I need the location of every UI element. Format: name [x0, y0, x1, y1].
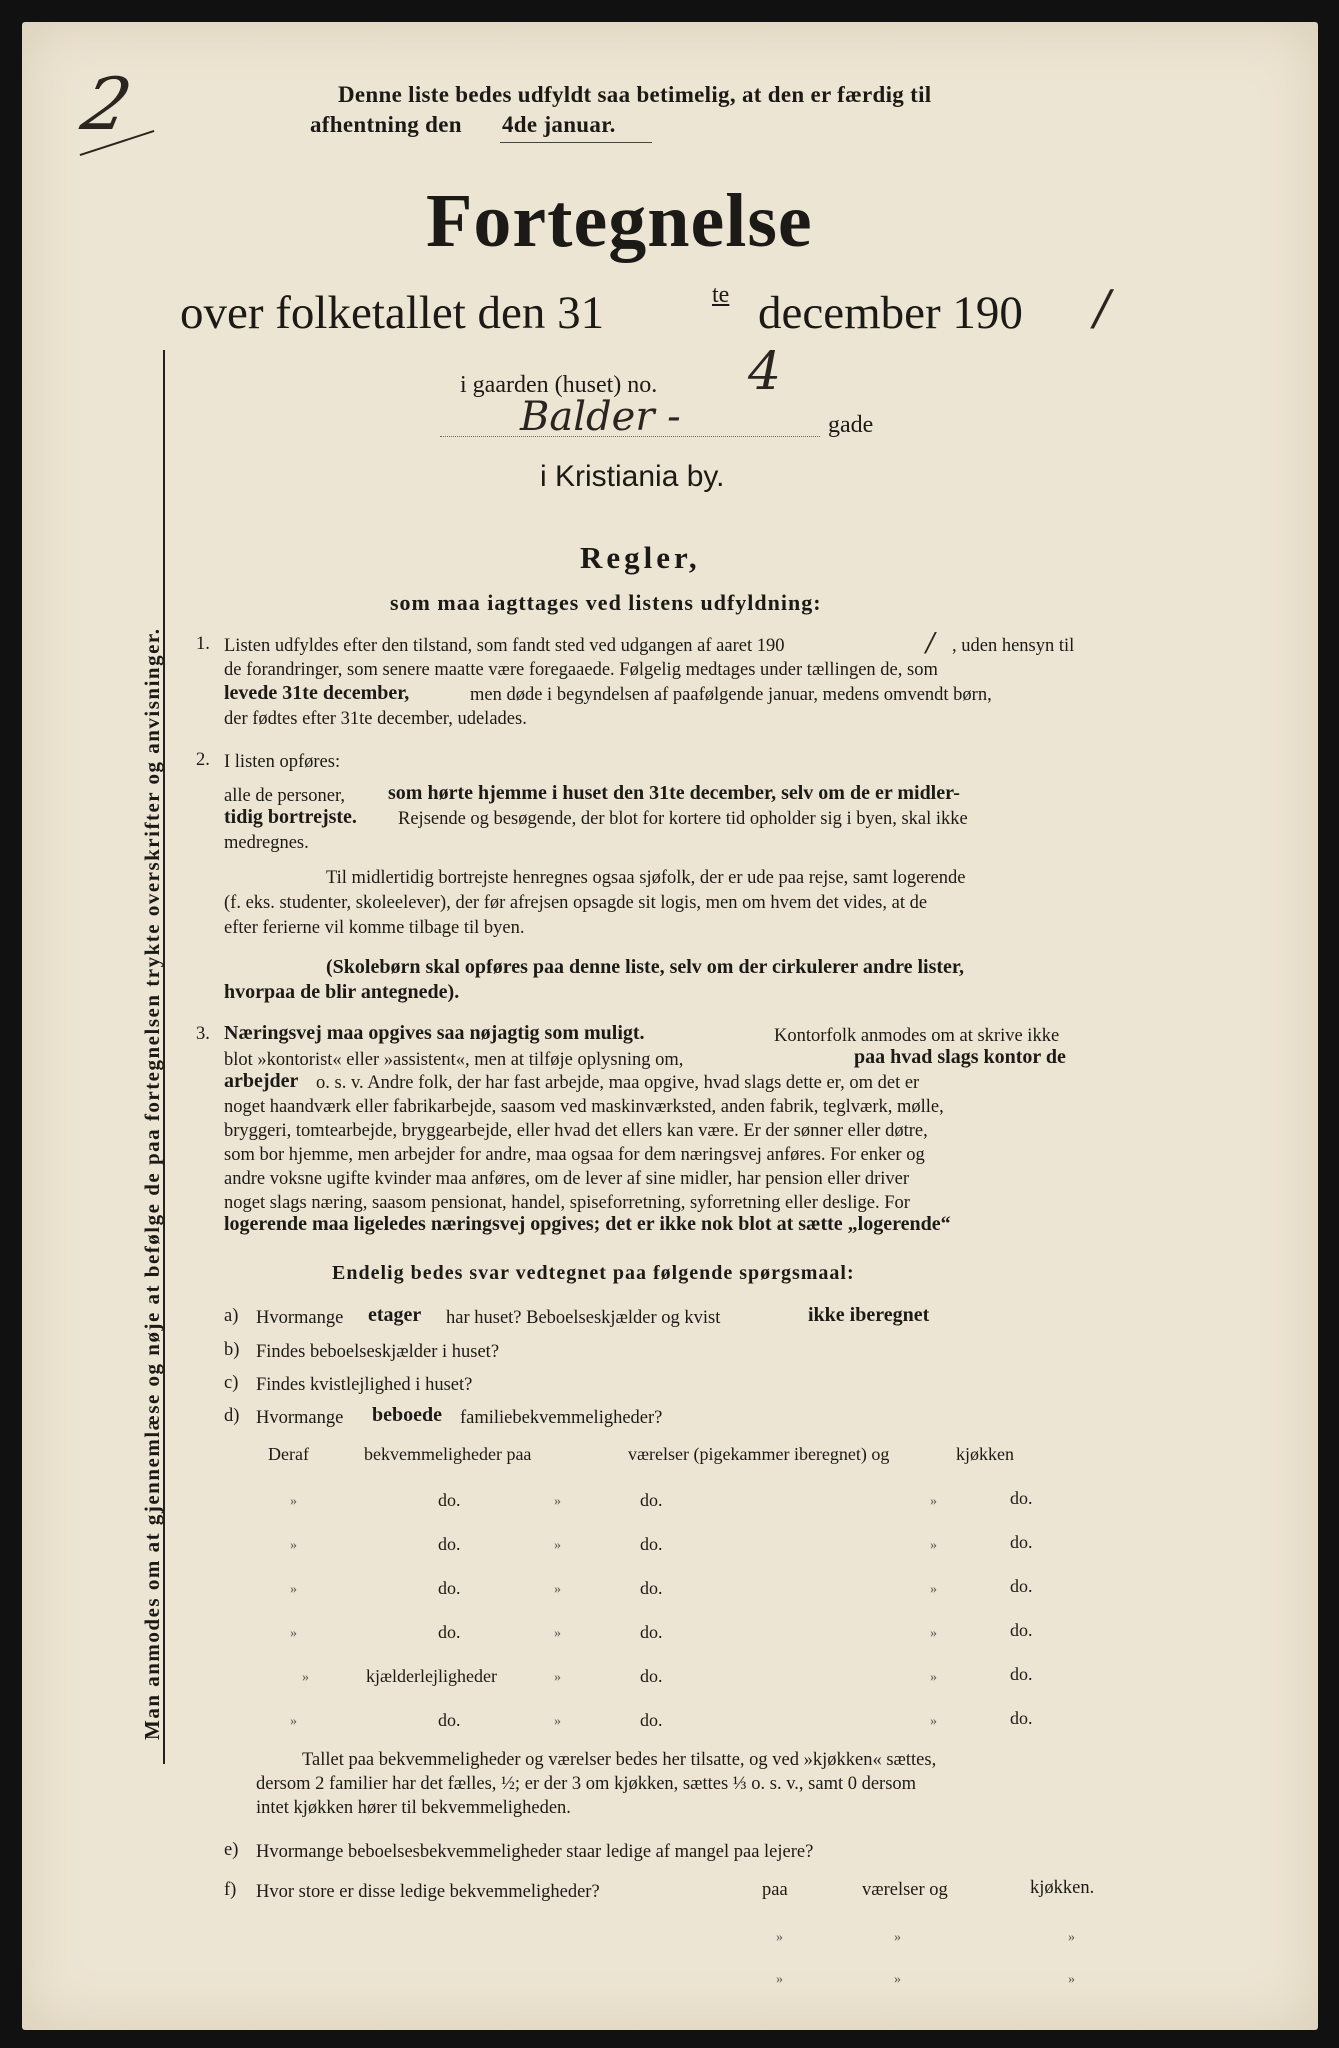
rule2-line1-plain: alle de personer,	[224, 786, 345, 806]
rule3-line1-rest: Kontorfolk anmodes om at skrive ikke	[774, 1026, 1060, 1046]
question-f-label: f)	[224, 1880, 237, 1900]
rule2-para2-line2: (f. eks. studenter, skoleelever), der før afrejsen opsagde sit logis, men om hvem det vides, at de	[224, 893, 928, 913]
rule2-para3-line1: (Skolebørn skal opføres paa denne liste, selv om der cirkulerer andre lister,	[326, 956, 964, 978]
handwritten-street-name: Balder -	[520, 394, 681, 440]
ditto-mark: »	[776, 1972, 783, 1987]
ditto-mark: »	[554, 1626, 561, 1641]
ditto-mark: »	[930, 1714, 937, 1729]
table-header-kjok: kjøkken	[956, 1444, 1014, 1464]
rule3-line3-rest: o. s. v. Andre folk, der har fast arbejde, maa opgive, hvad slags dette er, om det er	[316, 1073, 920, 1093]
ditto-mark: »	[930, 1538, 937, 1553]
subtitle-prefix: over folketallet den 31	[180, 287, 605, 339]
side-instruction: Man anmodes om at gjennemlæse og nøje at befølge de paa fortegnelsen trykte overskrifter og anvisninger.	[140, 627, 164, 1740]
rule2-intro: I listen opføres:	[224, 752, 341, 772]
question-a-label: a)	[224, 1306, 239, 1326]
city-label: i Kristiania by.	[540, 460, 725, 493]
header-note-line2-prefix: afhentning den	[310, 112, 462, 137]
ditto-mark: »	[894, 1972, 901, 1987]
ditto-mark: »	[1068, 1930, 1075, 1945]
ditto-mark: »	[290, 1494, 297, 1509]
kitchen-note-line3: intet kjøkken hører til bekvemmeligheden.	[256, 1798, 571, 1818]
rule2-line2-rest: Rejsende og besøgende, der blot for kortere tid opholder sig i byen, skal ikke	[398, 809, 968, 829]
ditto-do: do.	[438, 1534, 461, 1554]
rule1-number: 1.	[196, 634, 210, 654]
ditto-do: do.	[438, 1490, 461, 1510]
street-suffix: gade	[828, 412, 874, 438]
table-header-deraf: Deraf	[268, 1444, 309, 1464]
ditto-do: do.	[438, 1578, 461, 1598]
rule1-line4: der fødtes efter 31te december, udelades.	[224, 709, 527, 729]
question-a-bold1: etager	[368, 1304, 422, 1326]
rule3-line2-plain: blot »kontorist« eller »assistent«, men at tilføje oplysning om,	[224, 1050, 684, 1070]
house-label: i gaarden (huset) no.	[460, 372, 658, 398]
ditto-do: do.	[640, 1578, 663, 1598]
rule3-line7: andre voksne ugifte kvinder maa anføres, om de lever af sine midler, har pension eller driver	[224, 1169, 910, 1189]
rule1-line2: de forandringer, som senere maatte være foregaaede. Følgelig medtages under tællingen de, som	[224, 660, 938, 680]
ditto-mark: »	[554, 1670, 561, 1685]
ditto-mark: »	[930, 1670, 937, 1685]
ditto-mark: »	[930, 1626, 937, 1641]
rule3-line5: bryggeri, tomtearbejde, bryggearbejde, eller hvad det ellers kan være. Er der sønner eller døtre,	[224, 1121, 928, 1141]
rule1-line1b: , uden hensyn til	[952, 636, 1075, 656]
ditto-mark: »	[302, 1670, 309, 1685]
question-f-text: Hvor store er disse ledige bekvemmeligheder?	[256, 1882, 600, 1902]
ditto-do: do.	[1010, 1532, 1033, 1552]
question-d-plain2: familiebekvemmeligheder?	[460, 1408, 663, 1428]
handwritten-sheet-number: 2	[75, 62, 139, 146]
rule2-number: 2.	[196, 750, 210, 770]
question-e-label: e)	[224, 1840, 239, 1860]
question-f-kjokken: kjøkken.	[1030, 1878, 1095, 1898]
ditto-mark: »	[554, 1582, 561, 1597]
kjaelder-label: kjælderlejligheder	[366, 1666, 497, 1686]
ditto-do: do.	[1010, 1664, 1033, 1684]
street-fill-line	[440, 436, 820, 437]
ditto-mark: »	[554, 1494, 561, 1509]
question-a-plain1: Hvormange	[256, 1308, 344, 1328]
date-underline	[500, 142, 652, 143]
ditto-do: do.	[640, 1666, 663, 1686]
table-header-bekv: bekvemmeligheder paa	[364, 1444, 532, 1464]
question-c-label: c)	[224, 1373, 239, 1393]
header-note-line1: Denne liste bedes udfyldt saa betimelig, at den er færdig til	[338, 82, 932, 107]
question-a-plain2: har huset? Beboelseskjælder og kvist	[446, 1308, 721, 1328]
question-d-label: d)	[224, 1406, 240, 1426]
header-note-line2-date: 4de januar.	[502, 112, 616, 137]
rule2-para3-line2: hvorpaa de blir antegnede).	[224, 981, 460, 1003]
rule2-para2-line3: efter ferierne vil komme tilbage til byen.	[224, 918, 525, 938]
page-title: Fortegnelse	[426, 179, 813, 263]
ditto-do: do.	[1010, 1708, 1033, 1728]
question-b-label: b)	[224, 1340, 240, 1360]
ditto-mark: »	[554, 1714, 561, 1729]
handwritten-year-digit: /	[1094, 280, 1111, 336]
question-f-paa: paa	[762, 1880, 788, 1900]
ditto-mark: »	[930, 1582, 937, 1597]
question-f-vaerelser: værelser og	[862, 1880, 948, 1900]
question-b-text: Findes beboelseskjælder i huset?	[256, 1342, 500, 1362]
subtitle-superscript: te	[712, 282, 730, 308]
ditto-mark: »	[554, 1538, 561, 1553]
subtitle-suffix: december 190	[758, 287, 1023, 339]
ditto-mark: »	[290, 1538, 297, 1553]
ditto-do: do.	[640, 1534, 663, 1554]
ditto-do: do.	[640, 1622, 663, 1642]
ditto-do: do.	[1010, 1576, 1033, 1596]
question-d-bold: beboede	[372, 1404, 442, 1426]
rules-heading: Regler,	[580, 540, 701, 575]
rule1-line3-rest: men døde i begyndelsen af paafølgende januar, medens omvendt børn,	[470, 685, 992, 705]
ditto-do: do.	[438, 1710, 461, 1730]
ditto-mark: »	[290, 1626, 297, 1641]
rule2-line3: medregnes.	[224, 833, 309, 853]
ditto-mark: »	[776, 1930, 783, 1945]
rule2-para2-line1: Til midlertidig bortrejste henregnes ogsaa sjøfolk, der er ude paa rejse, samt logerende	[326, 868, 966, 888]
handwritten-house-number: 4	[748, 342, 782, 402]
kitchen-note-line2: dersom 2 familier har det fælles, ½; er der 3 om kjøkken, sættes ⅓ o. s. v., samt 0 dersom	[256, 1774, 917, 1794]
rule3-line4: noget haandværk eller fabrikarbejde, saasom ved maskinværksted, anden fabrik, teglværk, mølle,	[224, 1097, 944, 1117]
table-header-vaer: værelser (pigekammer iberegnet) og	[628, 1444, 890, 1464]
ditto-mark: »	[894, 1930, 901, 1945]
rule3-line3-bold: arbejder	[224, 1070, 299, 1092]
questions-heading: Endelig bedes svar vedtegnet paa følgende spørgsmaal:	[332, 1262, 855, 1284]
ditto-do: do.	[438, 1622, 461, 1642]
rule1-line3-bold: levede 31te december,	[224, 682, 410, 704]
rules-subheading: som maa iagttages ved listens udfyldning:	[390, 590, 822, 615]
rule3-number: 3.	[196, 1024, 210, 1044]
question-c-text: Findes kvistlejlighed i huset?	[256, 1375, 473, 1395]
handwritten-rule1-year: /	[926, 628, 935, 658]
question-d-plain1: Hvormange	[256, 1408, 344, 1428]
rule2-line2-bold: tidig bortrejste.	[224, 806, 357, 828]
ditto-do: do.	[1010, 1620, 1033, 1640]
ditto-do: do.	[640, 1490, 663, 1510]
ditto-do: do.	[1010, 1488, 1033, 1508]
ditto-mark: »	[1068, 1972, 1075, 1987]
rule3-line8: noget slags næring, saasom pensionat, handel, spiseforretning, syforretning eller deslige. For	[224, 1193, 910, 1213]
rule3-line9-bold: logerende maa ligeledes næringsvej opgives; det er ikke nok blot at sætte „logerende“	[224, 1213, 951, 1235]
ditto-mark: »	[290, 1714, 297, 1729]
question-e-text: Hvormange beboelsesbekvemmeligheder staar ledige af mangel paa lejere?	[256, 1842, 814, 1862]
rule2-line1-bold: som hørte hjemme i huset den 31te december, selv om de er midler-	[388, 782, 960, 804]
rule3-line2-bold: paa hvad slags kontor de	[854, 1046, 1066, 1068]
rule1-line1a: Listen udfyldes efter den tilstand, som fandt sted ved udgangen af aaret 190	[224, 636, 785, 656]
rule3-line1-bold: Næringsvej maa opgives saa nøjagtig som muligt.	[224, 1022, 645, 1044]
kitchen-note-line1: Tallet paa bekvemmeligheder og værelser bedes her tilsatte, og ved »kjøkken« sættes,	[302, 1750, 937, 1770]
question-a-bold2: ikke iberegnet	[808, 1304, 930, 1326]
rule3-line6: som bor hjemme, men arbejder for andre, maa ogsaa for dem næringsvej anføres. For enker og	[224, 1145, 925, 1165]
ditto-do: do.	[640, 1710, 663, 1730]
ditto-mark: »	[290, 1582, 297, 1597]
ditto-mark: »	[930, 1494, 937, 1509]
